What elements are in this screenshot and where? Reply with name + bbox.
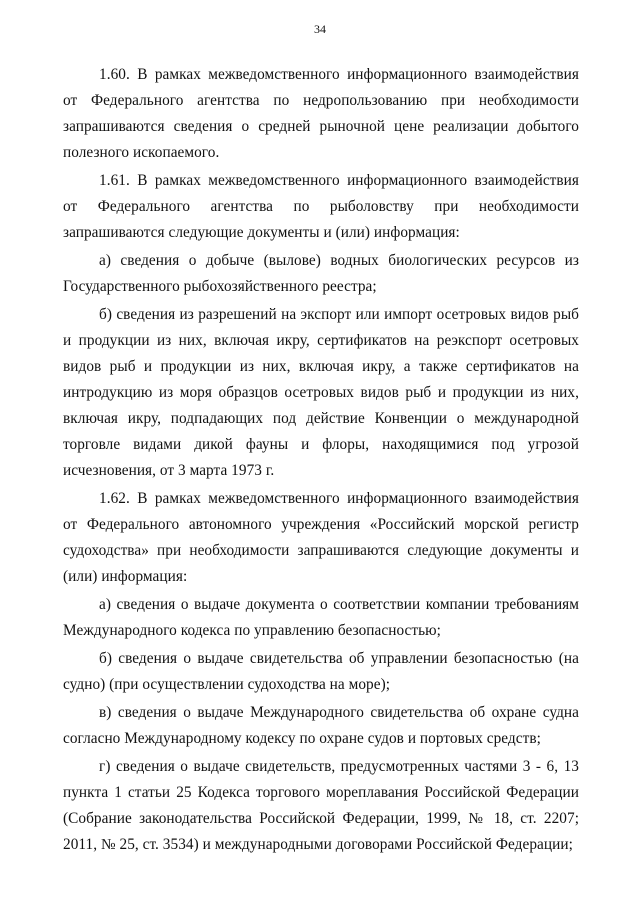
paragraph-1-60: 1.60. В рамках межведомственного информационного взаимодействия от Федерального агентства по недропользованию при необходимости запрашиваются сведения о средней рыночной цене реализации добытого полезного ископаемого. <box>63 66 579 161</box>
paragraph-1-62: 1.62. В рамках межведомственного информационного взаимодействия от Федерального автономного учреждения «Российский морской регистр судоходства» при необходимости запрашиваются следующие документы и (или) информация: <box>63 490 579 585</box>
paragraph-1-62-b: б) сведения о выдаче свидетельства об управлении безопасностью (на судно) (при осуществлении судоходства на море); <box>63 650 579 693</box>
paragraph-1-61: 1.61. В рамках межведомственного информационного взаимодействия от Федерального агентства по рыболовству при необходимости запрашиваются следующие документы и (или) информация: <box>63 172 579 241</box>
paragraph-1-62-v: в) сведения о выдаче Международного свидетельства об охране судна согласно Международному кодексу по охране судов и портовых средств; <box>63 704 579 747</box>
paragraph-1-61-a: а) сведения о добыче (вылове) водных биологических ресурсов из Государственного рыбохозяйственного реестра; <box>63 252 579 295</box>
paragraph-1-62-a: а) сведения о выдаче документа о соответствии компании требованиям Международного кодекса по управлению безопасностью; <box>63 596 579 639</box>
paragraph-1-62-g: г) сведения о выдаче свидетельств, предусмотренных частями 3 - 6, 13 пункта 1 статьи 25 Кодекса торгового мореплавания Российской Федерации (Собрание законодательства Российской Федерации, 1999, № 18, ст. 2207; 2011, № 25, ст. 3534) и международными договорами Российской Федерации; <box>63 758 579 853</box>
document-body <box>63 62 579 860</box>
paragraph-1-61-b: б) сведения из разрешений на экспорт или импорт осетровых видов рыб и продукции из них, включая икру, сертификатов на реэкспорт осетровых видов рыб и продукции из них, включая икру, а также сертификатов на интродукцию из моря образцов осетровых видов рыб и продукции из них, включая икру, подпадающих под действие Конвенции о международной торговле видами дикой фауны и флоры, находящимися под угрозой исчезновения, от 3 марта 1973 г. <box>63 306 579 479</box>
page-number: 34 <box>314 22 326 36</box>
